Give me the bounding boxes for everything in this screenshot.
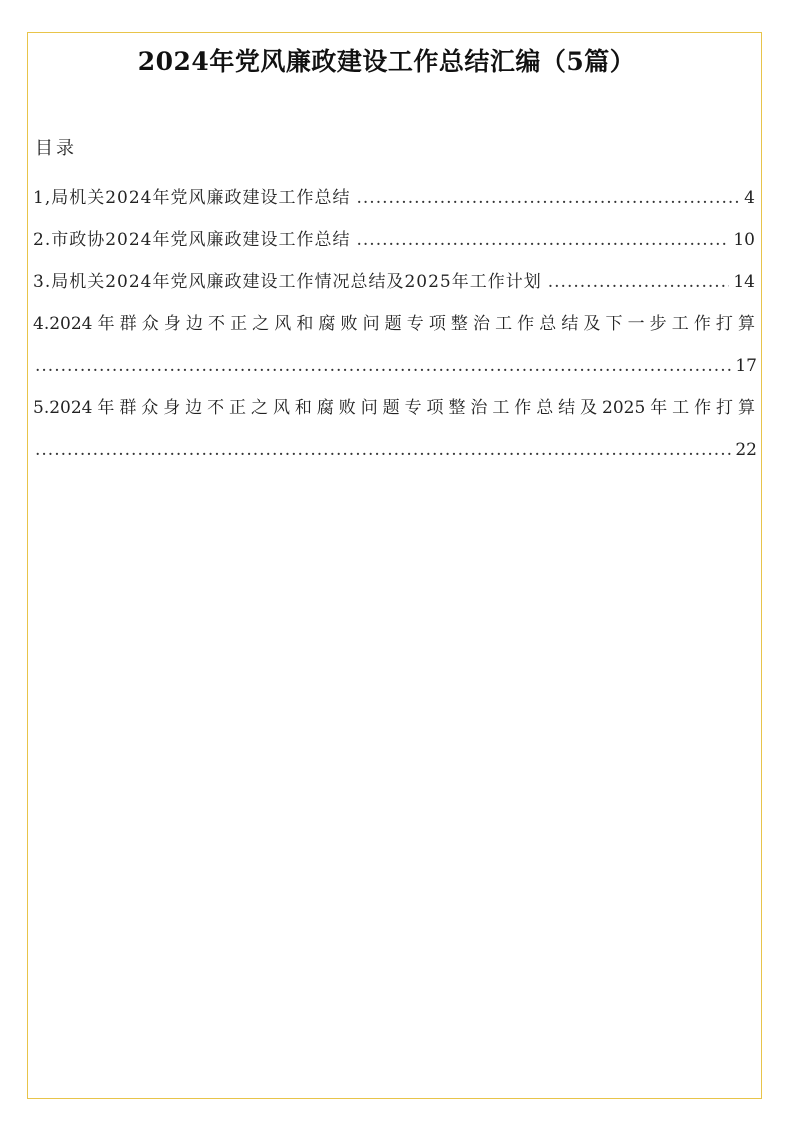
toc-entry-title[interactable]: 1,局机关2024年党风廉政建设工作总结	[33, 188, 351, 208]
toc-page-number[interactable]: 4	[744, 188, 755, 208]
toc-page-number[interactable]: 14	[733, 272, 755, 292]
toc-entry-title[interactable]: 3.局机关2024年党风廉政建设工作情况总结及2025年工作计划	[33, 272, 542, 292]
toc-entry[interactable]	[33, 177, 755, 219]
toc-entry[interactable]	[33, 219, 755, 261]
toc-heading: 目录	[35, 138, 77, 159]
document-title: 2024年党风廉政建设工作总结汇编（5篇）	[137, 47, 636, 76]
toc-entry-title[interactable]: 2.市政协2024年党风廉政建设工作总结	[33, 230, 351, 250]
toc-dot-leader	[35, 429, 731, 471]
toc-dot-leader	[356, 219, 729, 261]
toc-entry[interactable]	[33, 387, 755, 471]
toc-entry[interactable]	[33, 261, 755, 303]
toc-dot-leader	[356, 177, 740, 219]
toc-entry-title[interactable]: 4.2024年群众身边不正之风和腐败问题专项整治工作总结及下一步工作打算	[33, 314, 755, 334]
toc-page-number[interactable]: 10	[733, 230, 755, 250]
toc-dot-leader	[35, 345, 731, 387]
toc-entry[interactable]	[33, 303, 755, 387]
toc-page-number[interactable]: 17	[735, 356, 757, 376]
toc-page-number[interactable]: 22	[735, 440, 757, 460]
toc-dot-leader	[548, 261, 730, 303]
toc-entry-title[interactable]: 5.2024年群众身边不正之风和腐败问题专项整治工作总结及2025年工作打算	[33, 398, 755, 418]
table-of-contents	[33, 177, 755, 471]
